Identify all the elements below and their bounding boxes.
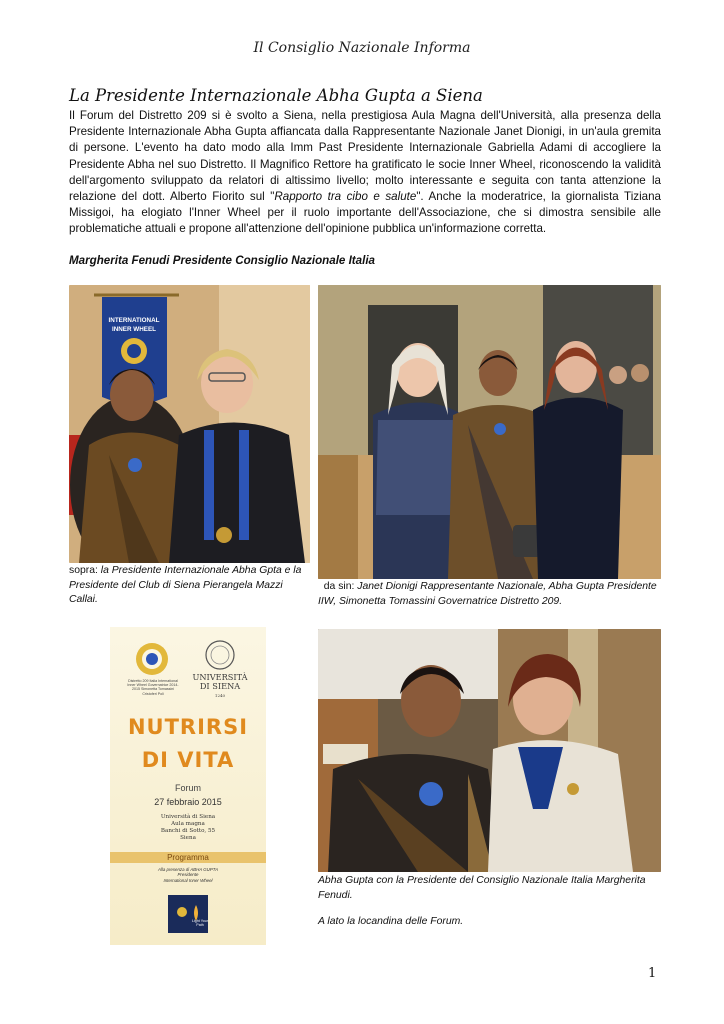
poster-university bbox=[190, 673, 250, 700]
poster-forum: Forum bbox=[174, 783, 201, 793]
poster-headline-1: NUTRIRSI bbox=[127, 715, 249, 739]
banner-line1: INTERNATIONAL bbox=[108, 317, 160, 324]
poster-presence-1: Alla presenza di ABHA GUPTA bbox=[157, 867, 219, 872]
photo1-caption-prefix: sopra: bbox=[69, 565, 101, 576]
photo-two-women-banner bbox=[69, 285, 310, 563]
poster-district-text: Distretto 209 Italia International Inner Wheel Governatrice 2014-2015 Simonetta Tomassini Cristoferi Poli bbox=[127, 679, 179, 696]
poster-presence-2: Presidente bbox=[177, 872, 199, 878]
page-number: 1 bbox=[648, 966, 657, 981]
photo1-caption-text: la Presidente Internazionale Abha Gpta e la Presidente del Club di Siena Pierangela Mazzi Callai. bbox=[69, 565, 302, 605]
poster-date: 27 febbraio 2015 bbox=[154, 797, 222, 807]
article-title: La Presidente Internazionale Abha Gupta a Siena bbox=[69, 86, 483, 105]
poster-university-year: 1240 bbox=[214, 693, 226, 698]
poster-logo-text: Light Your Path bbox=[192, 919, 208, 928]
photo-three-women bbox=[318, 285, 661, 579]
poster-university-line2: DI SIENA bbox=[199, 681, 241, 691]
article-body-italic: Rapporto tra cibo e salute bbox=[274, 190, 417, 204]
photo2-caption-text: Janet Dionigi Rappresentante Nazionale, Abha Gupta Presidente IIW, Simonetta Tomassini Governatrice Distretto 209. bbox=[318, 581, 657, 607]
banner-line2: INNER WHEEL bbox=[111, 326, 157, 333]
poster-address-2: Aula magna bbox=[171, 821, 205, 827]
photo3-caption bbox=[318, 874, 661, 930]
poster-university-line1: UNIVERSITÀ bbox=[192, 672, 248, 682]
article-body-part-1: Il Forum del Distretto 209 si è svolto a Siena, nella prestigiosa Aula Magna dell'Università, alla presenza della Presidente Internazionale Abha Gupta affiancata dalla Rappresentante Nazionale Janet Dionigi, in un'aula gremita di persone. L'evento ha dato modo alla Imm Past Presidente Internazionale Gabriella Adami di accogliere la Presidente Abha nel suo Distretto. Il Magnifico Rettore ha gratificato le socie Inner Wheel, riconoscendo la validità dell'argomento sviluppato da relatori di altissimo livello; molto interessante e seguita con tanta attenzione la relazione del dott. Alberto Fiorito sul " bbox=[69, 109, 661, 204]
running-header: Il Consiglio Nazionale Informa bbox=[253, 40, 471, 56]
poster-program: Programma bbox=[167, 853, 209, 862]
poster-presence bbox=[110, 867, 266, 883]
forum-poster bbox=[110, 627, 266, 945]
poster-presence-3: International Inner Wheel bbox=[163, 877, 213, 883]
photo2-caption-prefix: da sin: bbox=[323, 581, 358, 592]
article-body bbox=[69, 108, 661, 238]
poster-address-1: Università di Siena bbox=[160, 814, 216, 820]
poster-headline-2: DI VITA bbox=[141, 748, 235, 772]
photo3-caption-line2: A lato la locandina delle Forum. bbox=[318, 916, 464, 927]
article-signature: Margherita Fenudi Presidente Consiglio Nazionale Italia bbox=[69, 254, 376, 267]
poster-address-3: Banchi di Sotto, 55 bbox=[160, 828, 216, 834]
poster-address-4: Siena bbox=[180, 835, 196, 841]
photo-two-women-forum bbox=[318, 629, 661, 872]
photo3-caption-line1: Abha Gupta con la Presidente del Consiglio Nazionale Italia Margherita Fenudi. bbox=[318, 875, 646, 901]
poster-address bbox=[110, 814, 266, 842]
photo2-caption bbox=[318, 580, 661, 609]
article-body-part-2: ". Anche la moderatrice, la giornalista Tiziana Missigoi, ha elogiato l'Inner Wheel per il ruolo importante dell'Associazione, che si dimostra sensibile alle problematiche attuali e propone all'attenzione dell'opinione pubblica un'informazione corretta. bbox=[69, 190, 661, 236]
photo1-caption bbox=[69, 564, 310, 608]
